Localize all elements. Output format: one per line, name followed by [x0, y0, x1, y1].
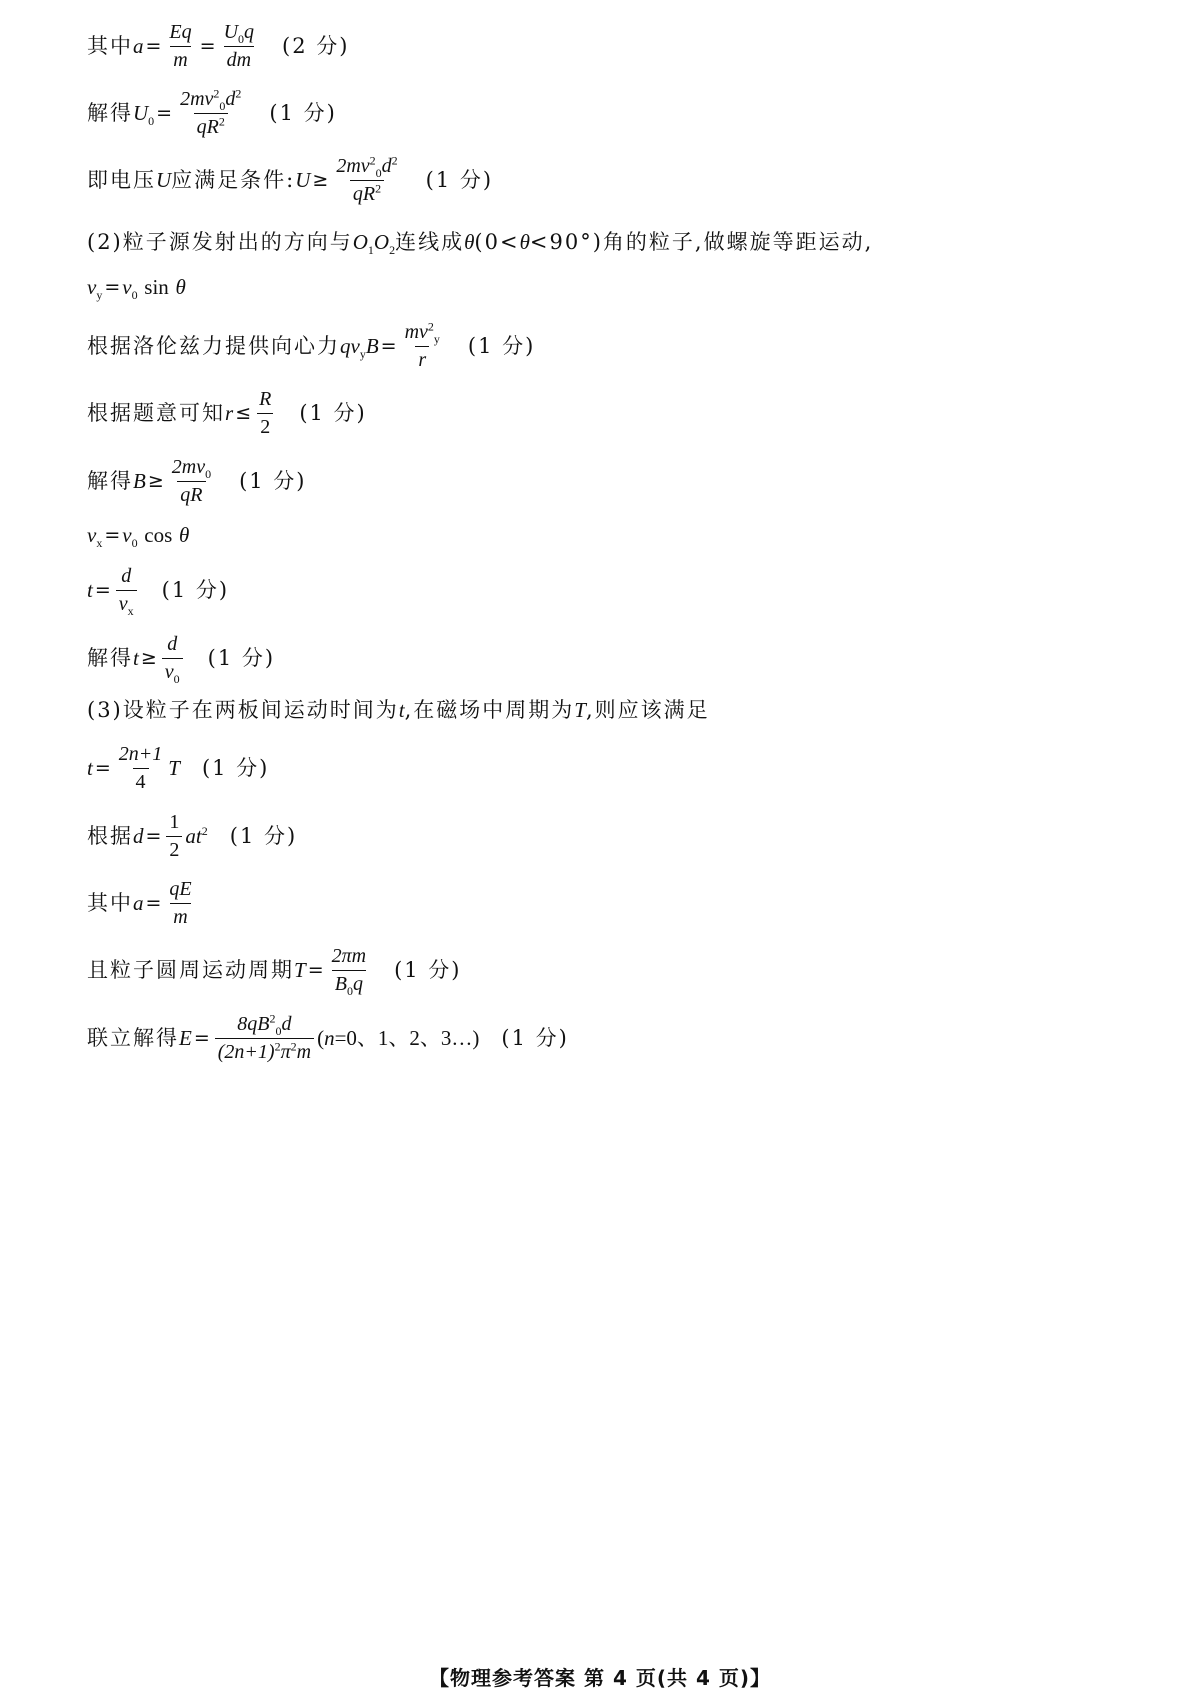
fraction: $\frac{d}{v_x}$: [116, 566, 137, 615]
fraction: $\frac{U_0q}{dm}$: [223, 21, 255, 71]
line-prefix: 根据: [87, 824, 133, 848]
line-prefix: 根据题意可知: [87, 401, 225, 425]
text-line-4: (2)粒子源发射出的方向与 $O_1O_2$ 连线成 θ (0< θ <90°)角的粒子,做螺旋等距运动,: [87, 230, 874, 258]
score-label: (1 分): [201, 756, 270, 780]
score-label: (1 分): [269, 101, 337, 125]
eq-line-10: t = $\frac{d}{v_x}$ (1 分): [87, 565, 230, 618]
eq-line-14: 根据 d = $\frac{1}{2}$ $at^2$ (1 分): [87, 811, 298, 861]
score-label: (1 分): [229, 824, 298, 848]
eq-line-3: 即电压 U 应满足条件: U ≥ $\frac{2mv^2_0d^2}{qR^2}$ (1 分): [87, 153, 494, 205]
fraction: $\frac{d}{v_0}$: [162, 634, 183, 683]
eq-line-5: $v_y$ = $v_0$ sin θ: [87, 275, 186, 303]
line-prefix: 且粒子圆周运动周期: [87, 958, 294, 982]
score-label: (2 分): [282, 34, 350, 58]
eq-line-15: 其中 a = $\frac{qE}{m}$: [87, 879, 198, 928]
line-prefix: 解得: [87, 101, 133, 125]
fraction: $\frac{2mv^2_0d^2}{qR^2}$: [336, 153, 398, 205]
fraction: $\frac{mv^2_y}{r}$: [404, 319, 440, 371]
eq-line-11: 解得 t ≥ $\frac{d}{v_0}$ (1 分): [87, 633, 276, 686]
score-label: (1 分): [394, 958, 462, 982]
line-prefix: 即电压: [87, 168, 156, 192]
page-footer: 【物理参考答案 第 4 页(共 4 页)】: [429, 1666, 771, 1690]
line-prefix: 联立解得: [87, 1026, 179, 1050]
fraction: $\frac{2n+1}{4}$: [118, 743, 163, 793]
fraction: $\frac{Eq}{m}$: [169, 21, 192, 71]
line-prefix: 解得: [87, 646, 133, 670]
score-label: (1 分): [299, 401, 367, 425]
line-prefix: 其中: [87, 891, 133, 915]
text-line-12: (3)设粒子在两板间运动时间为 t ,在磁场中周期为 T ,则应该满足: [87, 698, 710, 722]
eq-line-6: 根据洛伦兹力提供向心力 $qv_yB$ = $\frac{mv^2_y}{r}$ (1 分): [87, 319, 536, 371]
score-label: (1 分): [467, 334, 536, 358]
n-condition: =0、1、2、3…): [334, 1026, 480, 1050]
eq-line-7: 根据题意可知 r ≤ $\frac{R}{2}$ (1 分): [87, 388, 367, 438]
score-label: (1 分): [161, 578, 230, 602]
score-label: (1 分): [425, 168, 494, 192]
score-label: (1 分): [207, 646, 276, 670]
line-prefix: 解得: [87, 469, 133, 493]
eq-line-9: $v_x$ = $v_0$ cos θ: [87, 523, 190, 551]
fraction: $\frac{2mv^2_0d^2}{qR^2}$: [180, 86, 242, 138]
eq-line-13: t = $\frac{2n+1}{4}$ T (1 分): [87, 743, 270, 793]
fraction: $\frac{R}{2}$: [259, 388, 272, 438]
score-label: (1 分): [501, 1026, 569, 1050]
fraction: $\frac{2mv_0}{qR}$: [171, 456, 212, 506]
line-prefix: 其中: [87, 34, 133, 58]
fraction: $\frac{2\pi m}{B_0q}$: [331, 945, 367, 998]
eq-line-2: 解得 $U_0$ = $\frac{2mv^2_0d^2}{qR^2}$ (1 分): [87, 86, 337, 138]
fraction: $\frac{qE}{m}$: [169, 878, 192, 928]
eq-line-8: 解得 B ≥ $\frac{2mv_0}{qR}$ (1 分): [87, 456, 307, 506]
line-prefix: 根据洛伦兹力提供向心力: [87, 334, 340, 358]
fraction: $\frac{8qB^2_0d}{(2n+1)^2\pi^2m}$: [215, 1014, 314, 1063]
fraction: $\frac{1}{2}$: [166, 812, 182, 861]
eq-line-17: 联立解得 E = $\frac{8qB^2_0d}{(2n+1)^2\pi^2m}$ ( n =0、1、2、3…) (1 分): [87, 1011, 569, 1063]
line-mid: 应满足条件:: [171, 168, 296, 192]
eq-line-1: 其中 a = $\frac{Eq}{m}$ = $\frac{U_0q}{dm}$ (2 分): [87, 21, 350, 71]
eq-line-16: 且粒子圆周运动周期 T = $\frac{2\pi m}{B_0q}$ (1 分): [87, 945, 462, 998]
score-label: (1 分): [239, 469, 307, 493]
